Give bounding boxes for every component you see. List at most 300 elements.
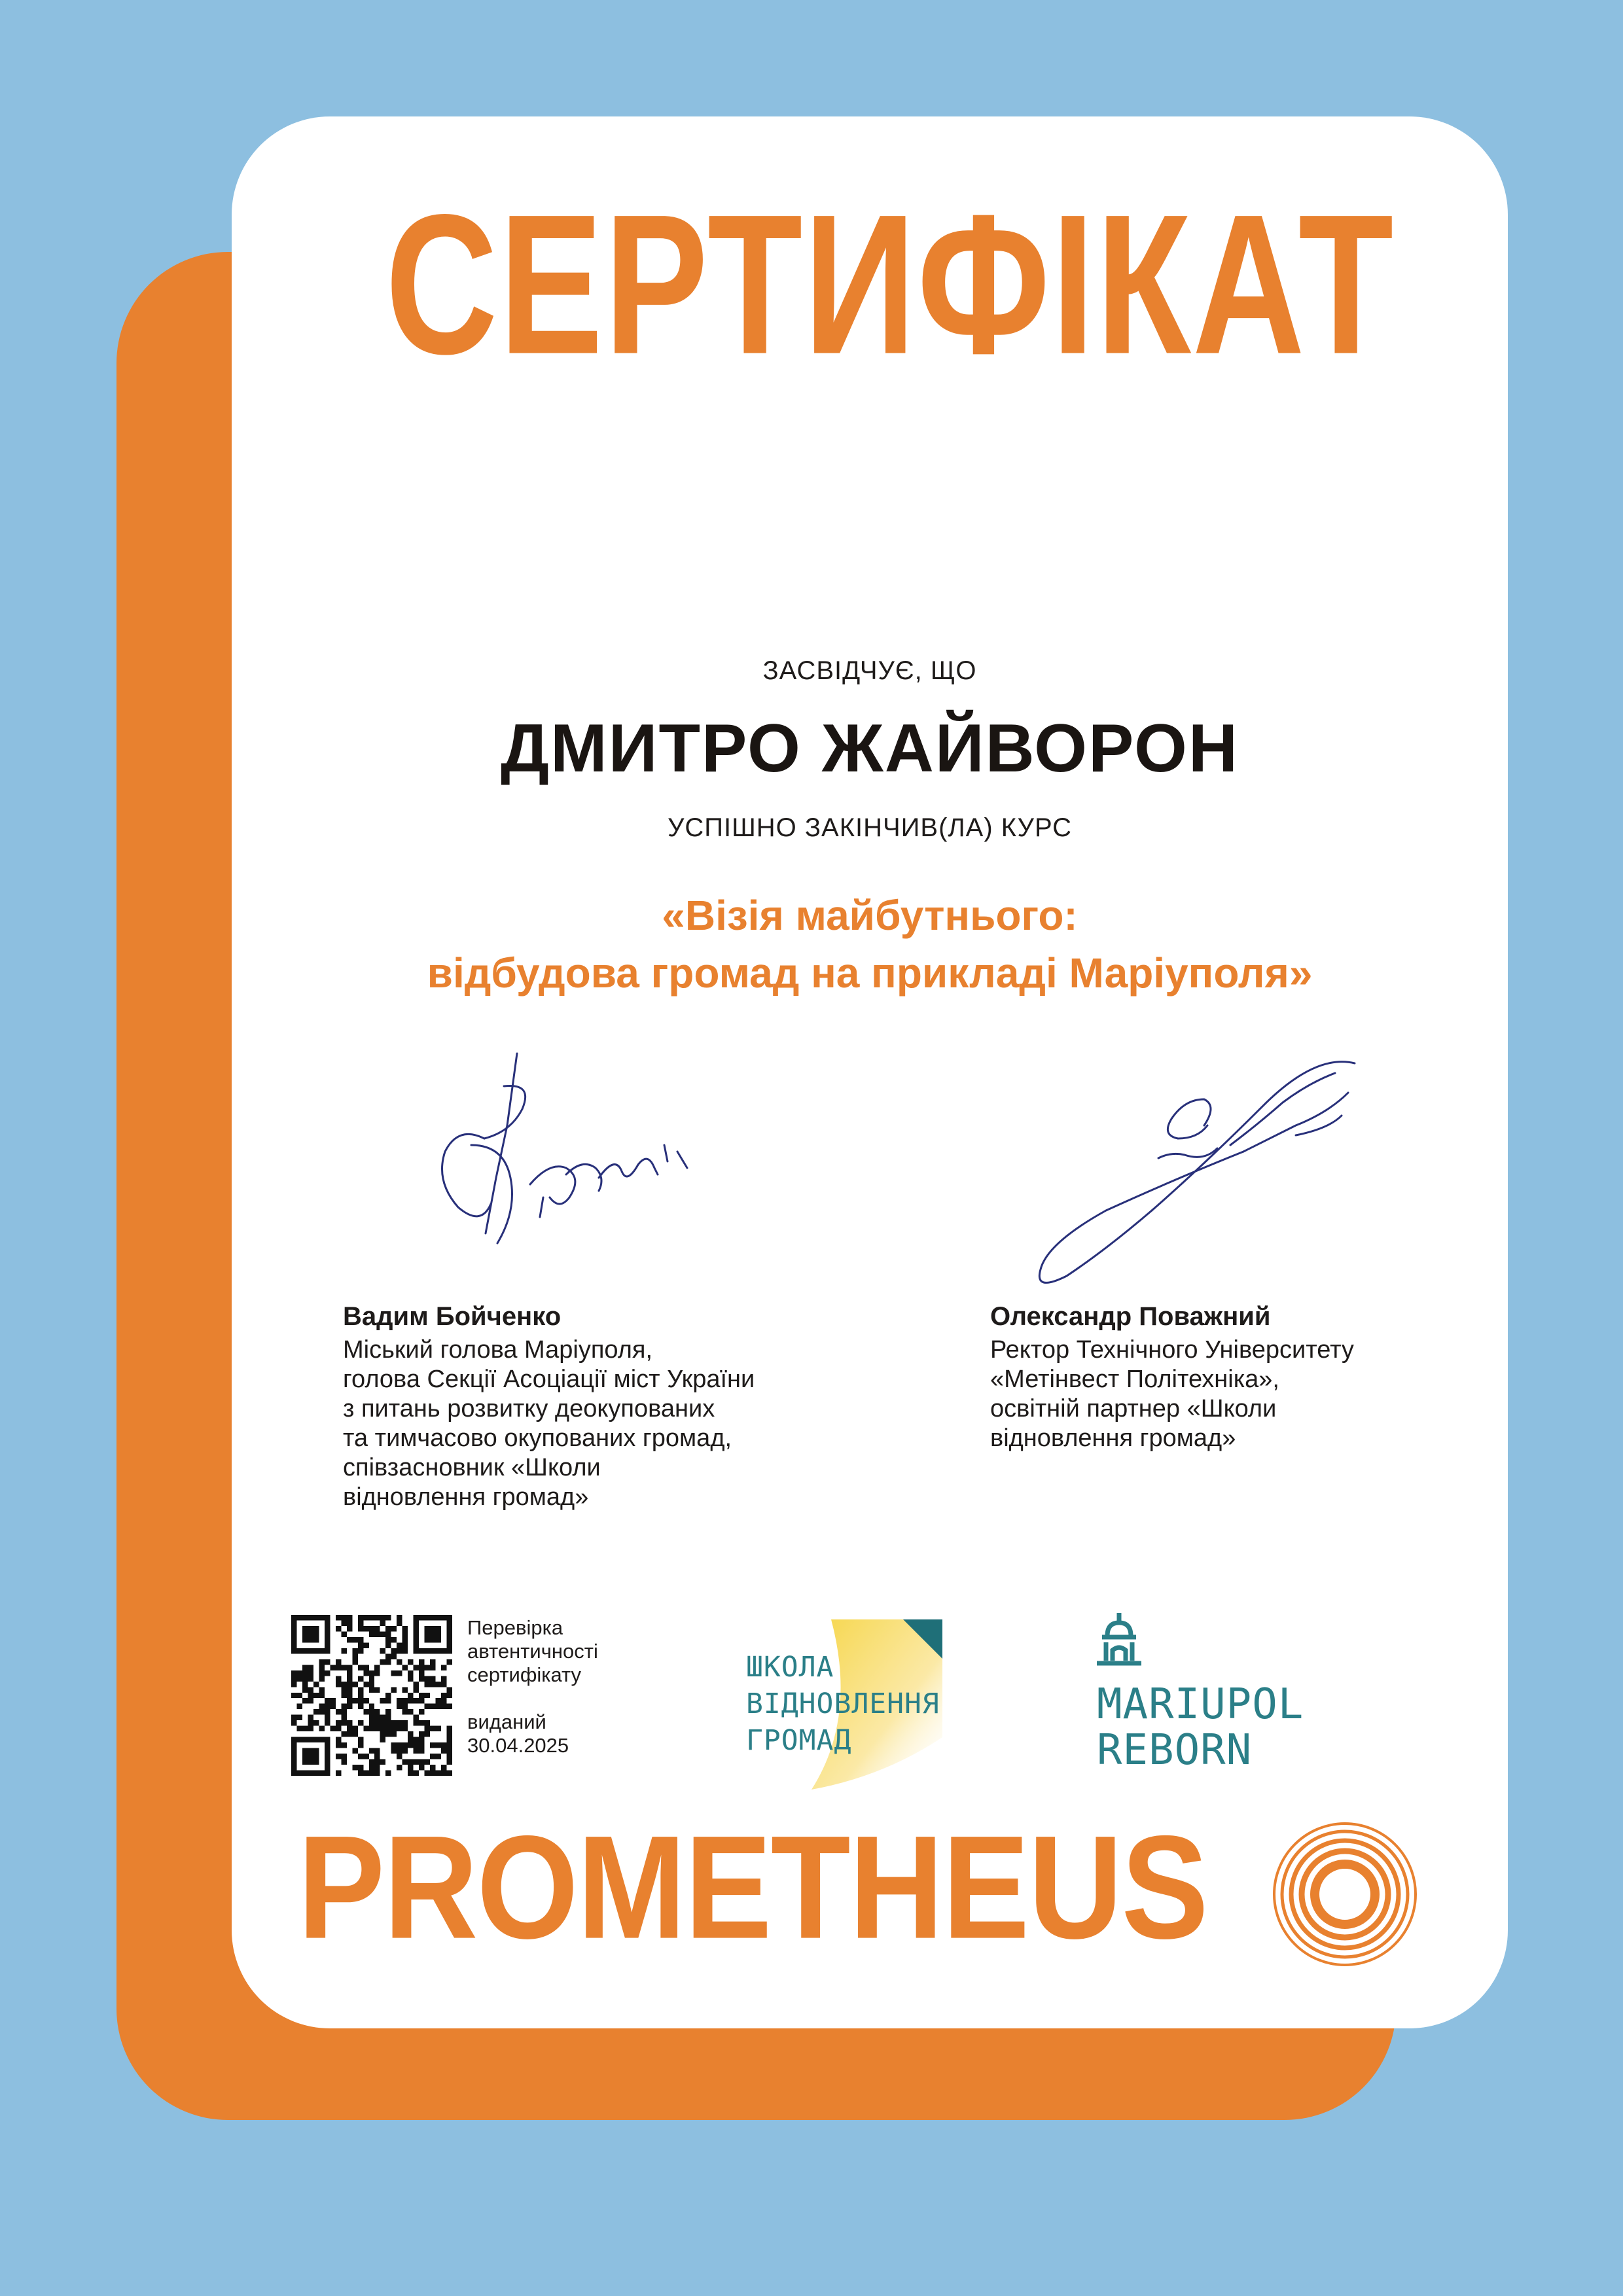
mariupol-logo-text <box>1097 1682 1304 1773</box>
signer-right-role-line: «Метінвест Політехніка», <box>990 1366 1279 1393</box>
qr-module <box>308 1676 313 1681</box>
qr-module <box>313 1693 319 1698</box>
qr-module <box>330 1704 335 1709</box>
signer-left-role-line: з питань розвитку деокупованих <box>343 1395 715 1422</box>
qr-module <box>419 1693 424 1698</box>
qr-module <box>347 1720 352 1725</box>
qr-module <box>374 1626 380 1631</box>
qr-module <box>441 1648 446 1653</box>
qr-module <box>425 1637 430 1642</box>
qr-module <box>374 1754 380 1759</box>
qr-module <box>380 1737 385 1742</box>
qr-module <box>347 1620 352 1625</box>
qr-module <box>325 1642 330 1648</box>
signer-left-role <box>343 1335 932 1512</box>
qr-module <box>436 1698 441 1703</box>
verification-note <box>467 1616 598 1757</box>
qr-module <box>425 1615 430 1620</box>
qr-module <box>425 1631 430 1636</box>
qr-module <box>380 1759 385 1765</box>
qr-module <box>308 1615 313 1620</box>
qr-module <box>336 1771 341 1776</box>
qr-module <box>374 1631 380 1636</box>
qr-module <box>330 1665 335 1670</box>
qr-module <box>380 1731 385 1737</box>
qr-module <box>397 1659 402 1665</box>
qr-module <box>336 1720 341 1725</box>
qr-module <box>302 1748 308 1754</box>
qr-module <box>402 1648 408 1653</box>
qr-module <box>397 1615 402 1620</box>
qr-module <box>325 1698 330 1703</box>
course-title-line-1: «Візія майбутнього: <box>662 892 1078 939</box>
qr-module <box>319 1726 324 1731</box>
qr-module <box>325 1709 330 1714</box>
qr-module <box>325 1759 330 1765</box>
issued-label: виданий <box>467 1710 546 1733</box>
qr-module <box>352 1648 357 1653</box>
qr-module <box>363 1665 368 1670</box>
qr-module <box>302 1670 308 1676</box>
signer-right-role-line: освітній партнер «Школи <box>990 1395 1277 1422</box>
qr-module <box>430 1726 435 1731</box>
qr-module <box>325 1771 330 1776</box>
qr-module <box>425 1726 430 1731</box>
qr-module <box>313 1637 319 1642</box>
qr-module <box>397 1720 402 1725</box>
qr-module <box>385 1726 391 1731</box>
qr-module <box>358 1693 363 1698</box>
signer-left-role-line: голова Секції Асоціації міст України <box>343 1366 755 1393</box>
qr-module <box>402 1631 408 1636</box>
qr-module <box>352 1653 357 1659</box>
qr-module <box>325 1715 330 1720</box>
qr-module <box>319 1737 324 1742</box>
qr-module <box>447 1687 452 1692</box>
qr-module <box>347 1615 352 1620</box>
qr-module <box>397 1670 402 1676</box>
course-title-line-2: відбудова громад на прикладі Маріуполя» <box>427 949 1313 997</box>
qr-module <box>385 1715 391 1720</box>
qr-module <box>363 1754 368 1759</box>
qr-module <box>325 1737 330 1742</box>
qr-module <box>414 1759 419 1765</box>
recipient-name: ДМИТРО ЖАЙВОРОН <box>500 711 1240 786</box>
qr-module <box>325 1631 330 1636</box>
qr-module <box>308 1631 313 1636</box>
qr-module <box>380 1631 385 1636</box>
qr-module <box>336 1615 341 1620</box>
qr-module <box>441 1765 446 1770</box>
qr-module <box>391 1731 397 1737</box>
qr-module <box>425 1704 430 1709</box>
qr-module <box>414 1642 419 1648</box>
qr-module <box>369 1748 374 1754</box>
qr-module <box>308 1726 313 1731</box>
qr-code-icon[interactable] <box>291 1615 452 1776</box>
qr-module <box>414 1637 419 1642</box>
signature-left <box>419 1047 694 1263</box>
qr-module <box>374 1759 380 1765</box>
qr-module <box>402 1726 408 1731</box>
qr-module <box>341 1682 346 1687</box>
issued-date: 30.04.2025 <box>467 1734 569 1757</box>
qr-module <box>347 1665 352 1670</box>
signer-left-name: Вадим Бойченко <box>343 1302 562 1331</box>
qr-module <box>296 1715 302 1720</box>
qr-module <box>302 1771 308 1776</box>
qr-module <box>414 1631 419 1636</box>
qr-module <box>414 1626 419 1631</box>
qr-module <box>347 1731 352 1737</box>
qr-module <box>325 1748 330 1754</box>
qr-module <box>408 1693 413 1698</box>
signer-right-role <box>990 1335 1514 1453</box>
qr-module <box>391 1648 397 1653</box>
qr-module <box>447 1631 452 1636</box>
qr-module <box>291 1670 296 1676</box>
qr-module <box>319 1704 324 1709</box>
qr-module <box>358 1742 363 1748</box>
qr-module <box>358 1765 363 1770</box>
qr-module <box>325 1742 330 1748</box>
prometheus-logo: PROMETHEUS <box>298 1805 1207 1970</box>
qr-module <box>414 1771 419 1776</box>
qr-module <box>414 1620 419 1625</box>
qr-module <box>397 1704 402 1709</box>
school-logo-line: ШКОЛА <box>746 1651 834 1684</box>
qr-module <box>419 1737 424 1742</box>
qr-module <box>430 1682 435 1687</box>
qr-module <box>436 1726 441 1731</box>
qr-module <box>374 1665 380 1670</box>
signer-right <box>990 1302 1514 1453</box>
qr-module <box>430 1742 435 1748</box>
qr-module <box>358 1754 363 1759</box>
qr-module <box>408 1759 413 1765</box>
qr-module <box>291 1631 296 1636</box>
qr-module <box>408 1670 413 1676</box>
qr-module <box>385 1637 391 1642</box>
qr-module <box>425 1693 430 1698</box>
qr-module <box>291 1737 296 1742</box>
qr-module <box>369 1676 374 1681</box>
qr-module <box>308 1665 313 1670</box>
qr-module <box>414 1737 419 1742</box>
qr-module <box>408 1698 413 1703</box>
qr-module <box>419 1759 424 1765</box>
qr-module <box>363 1615 368 1620</box>
qr-module <box>369 1615 374 1620</box>
qr-module <box>352 1637 357 1642</box>
qr-module <box>341 1754 346 1759</box>
qr-module <box>341 1715 346 1720</box>
qr-module <box>441 1698 446 1703</box>
qr-module <box>313 1682 319 1687</box>
qr-module <box>447 1704 452 1709</box>
qr-module <box>369 1765 374 1770</box>
qr-module <box>302 1648 308 1653</box>
qr-module <box>336 1665 341 1670</box>
qr-module <box>374 1726 380 1731</box>
qr-module <box>447 1659 452 1665</box>
qr-module <box>391 1720 397 1725</box>
qr-module <box>425 1682 430 1687</box>
qr-module <box>358 1626 363 1631</box>
qr-module <box>363 1642 368 1648</box>
qr-module <box>391 1653 397 1659</box>
qr-module <box>341 1759 346 1765</box>
qr-module <box>408 1659 413 1665</box>
qr-module <box>347 1676 352 1681</box>
qr-module <box>414 1742 419 1748</box>
qr-module <box>425 1676 430 1681</box>
qr-module <box>385 1731 391 1737</box>
qr-module <box>291 1720 296 1725</box>
qr-module <box>369 1687 374 1692</box>
qr-module <box>397 1748 402 1754</box>
qr-module <box>358 1771 363 1776</box>
qr-module <box>347 1670 352 1676</box>
qr-module <box>402 1748 408 1754</box>
qr-module <box>430 1765 435 1770</box>
qr-module <box>341 1720 346 1725</box>
qr-module <box>296 1726 302 1731</box>
qr-module <box>425 1771 430 1776</box>
completed-label: УСПІШНО ЗАКІНЧИВ(ЛА) КУРС <box>667 813 1073 842</box>
qr-module <box>369 1631 374 1636</box>
qr-module <box>436 1631 441 1636</box>
qr-module <box>358 1637 363 1642</box>
qr-module <box>363 1626 368 1631</box>
qr-module <box>291 1682 296 1687</box>
qr-module <box>430 1631 435 1636</box>
qr-module <box>419 1720 424 1725</box>
qr-module <box>374 1709 380 1714</box>
qr-module <box>419 1698 424 1703</box>
qr-module <box>352 1659 357 1665</box>
qr-module <box>441 1682 446 1687</box>
qr-module <box>308 1759 313 1765</box>
qr-module <box>419 1765 424 1770</box>
qr-module <box>385 1698 391 1703</box>
qr-module <box>447 1748 452 1754</box>
qr-module <box>296 1670 302 1676</box>
qr-module <box>447 1626 452 1631</box>
qr-module <box>291 1754 296 1759</box>
qr-module <box>369 1720 374 1725</box>
qr-module <box>391 1742 397 1748</box>
qr-module <box>430 1626 435 1631</box>
qr-module <box>308 1626 313 1631</box>
qr-module <box>385 1709 391 1714</box>
qr-module <box>380 1648 385 1653</box>
qr-module <box>363 1709 368 1714</box>
qr-module <box>352 1765 357 1770</box>
qr-module <box>302 1615 308 1620</box>
qr-module <box>302 1631 308 1636</box>
qr-module <box>441 1665 446 1670</box>
qr-module <box>330 1726 335 1731</box>
qr-module <box>363 1682 368 1687</box>
mariupol-reborn-logo <box>1086 1610 1322 1780</box>
signer-right-role-line: відновлення громад» <box>990 1424 1236 1452</box>
qr-module <box>419 1648 424 1653</box>
qr-module <box>358 1687 363 1692</box>
qr-module <box>319 1709 324 1714</box>
qr-module <box>325 1659 330 1665</box>
qr-module <box>441 1615 446 1620</box>
qr-module <box>441 1748 446 1754</box>
qr-module <box>419 1615 424 1620</box>
qr-module <box>447 1771 452 1776</box>
qr-module <box>319 1665 324 1670</box>
qr-module <box>302 1665 308 1670</box>
qr-module <box>319 1670 324 1676</box>
qr-module <box>308 1754 313 1759</box>
qr-module <box>291 1759 296 1765</box>
qr-module <box>308 1670 313 1676</box>
qr-module <box>380 1720 385 1725</box>
qr-module <box>341 1665 346 1670</box>
qr-module <box>369 1771 374 1776</box>
qr-module <box>336 1737 341 1742</box>
school-logo-line: ГРОМАД <box>746 1724 852 1757</box>
qr-module <box>313 1737 319 1742</box>
qr-module <box>385 1642 391 1648</box>
qr-module <box>358 1698 363 1703</box>
qr-module <box>308 1748 313 1754</box>
signer-left-role-line: відновлення громад» <box>343 1483 589 1511</box>
qr-module <box>336 1709 341 1714</box>
qr-module <box>374 1720 380 1725</box>
qr-module <box>341 1742 346 1748</box>
qr-module <box>385 1771 391 1776</box>
qr-module <box>325 1637 330 1642</box>
qr-module <box>336 1742 341 1748</box>
qr-module <box>430 1659 435 1665</box>
qr-module <box>308 1637 313 1642</box>
qr-module <box>414 1698 419 1703</box>
qr-module <box>369 1704 374 1709</box>
qr-module <box>408 1737 413 1742</box>
qr-module <box>291 1742 296 1748</box>
qr-module <box>308 1698 313 1703</box>
qr-module <box>447 1642 452 1648</box>
qr-module <box>319 1771 324 1776</box>
qr-module <box>436 1648 441 1653</box>
qr-module <box>419 1709 424 1714</box>
qr-module <box>358 1676 363 1681</box>
qr-module <box>313 1771 319 1776</box>
qr-module <box>414 1682 419 1687</box>
signer-right-role-line: Ректор Технічного Університету <box>990 1336 1354 1364</box>
qr-module <box>347 1626 352 1631</box>
qr-module <box>374 1715 380 1720</box>
qr-module <box>341 1631 346 1636</box>
qr-module <box>447 1620 452 1625</box>
qr-module <box>441 1704 446 1709</box>
qr-module <box>291 1637 296 1642</box>
qr-module <box>358 1615 363 1620</box>
qr-module <box>447 1648 452 1653</box>
qr-module <box>336 1682 341 1687</box>
qr-module <box>341 1687 346 1692</box>
qr-module <box>414 1665 419 1670</box>
qr-module <box>325 1765 330 1770</box>
qr-module <box>325 1648 330 1653</box>
qr-module <box>369 1626 374 1631</box>
qr-module <box>391 1687 397 1692</box>
qr-module <box>325 1620 330 1625</box>
qr-module <box>347 1637 352 1642</box>
qr-module <box>347 1726 352 1731</box>
qr-module <box>308 1771 313 1776</box>
qr-module <box>330 1698 335 1703</box>
qr-module <box>385 1631 391 1636</box>
qr-module <box>408 1709 413 1714</box>
qr-module <box>369 1715 374 1720</box>
qr-module <box>319 1659 324 1665</box>
qr-module <box>385 1653 391 1659</box>
qr-module <box>313 1631 319 1636</box>
qr-module <box>397 1648 402 1653</box>
qr-module <box>430 1615 435 1620</box>
qr-module <box>447 1759 452 1765</box>
qr-module <box>436 1771 441 1776</box>
qr-module <box>313 1759 319 1765</box>
building-icon <box>1093 1610 1171 1682</box>
qr-module <box>414 1648 419 1653</box>
qr-module <box>352 1748 357 1754</box>
qr-module <box>425 1759 430 1765</box>
qr-module <box>341 1615 346 1620</box>
qr-module <box>380 1726 385 1731</box>
qr-module <box>425 1626 430 1631</box>
qr-module <box>325 1720 330 1725</box>
qr-module <box>347 1704 352 1709</box>
qr-module <box>341 1731 346 1737</box>
qr-module <box>414 1687 419 1692</box>
qr-module <box>358 1720 363 1725</box>
qr-module <box>380 1615 385 1620</box>
qr-module <box>291 1642 296 1648</box>
qr-module <box>402 1742 408 1748</box>
qr-module <box>441 1742 446 1748</box>
signer-left-role-line: Міський голова Маріуполя, <box>343 1336 653 1364</box>
qr-module <box>291 1648 296 1653</box>
qr-module <box>341 1704 346 1709</box>
qr-module <box>325 1704 330 1709</box>
qr-module <box>296 1771 302 1776</box>
signer-right-name: Олександр Поважний <box>990 1302 1271 1331</box>
qr-module <box>419 1659 424 1665</box>
qr-module <box>447 1754 452 1759</box>
qr-module <box>374 1615 380 1620</box>
qr-module <box>369 1709 374 1714</box>
qr-module <box>441 1771 446 1776</box>
qr-module <box>391 1626 397 1631</box>
qr-module <box>308 1693 313 1698</box>
certificate-title: СЕРТИФІКАТ <box>385 173 1395 396</box>
qr-module <box>391 1670 397 1676</box>
qr-module <box>319 1693 324 1698</box>
qr-module <box>447 1637 452 1642</box>
qr-module <box>302 1754 308 1759</box>
qr-module <box>336 1659 341 1665</box>
qr-module <box>336 1754 341 1759</box>
qr-module <box>319 1687 324 1692</box>
